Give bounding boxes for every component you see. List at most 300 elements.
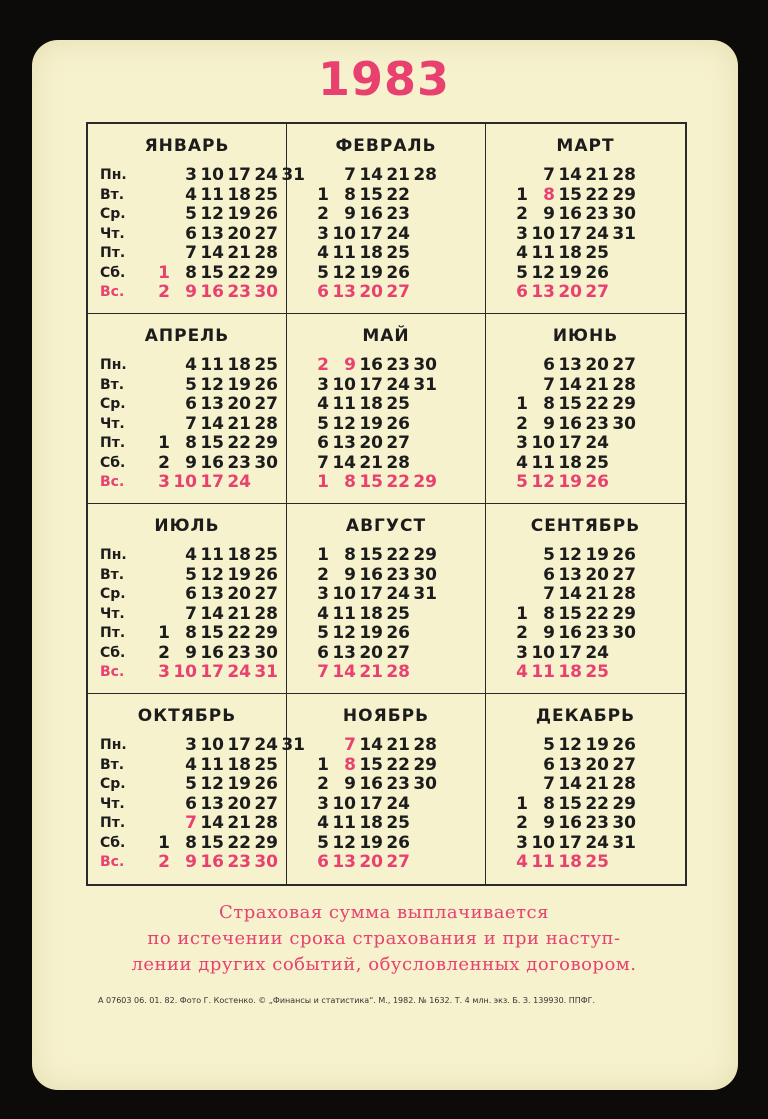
- day-number: 4: [317, 243, 329, 263]
- day-number: 16: [200, 852, 224, 872]
- day-number: 2: [317, 355, 329, 375]
- month-name: ИЮЛЬ: [154, 516, 220, 536]
- weekday-label: Пт.: [100, 815, 126, 831]
- day-number: 8: [344, 472, 356, 492]
- day-number: 4: [516, 243, 528, 263]
- day-number: 9: [344, 355, 356, 375]
- weekday-labels: [100, 356, 127, 493]
- insurance-notice: [0, 900, 768, 978]
- month-12: [486, 694, 685, 884]
- day-number: 28: [386, 452, 410, 473]
- weekday-row: [305, 376, 475, 396]
- day-number: 13: [531, 282, 555, 302]
- day-number: 25: [386, 243, 410, 263]
- day-number: 18: [227, 545, 251, 565]
- day-number: 29: [254, 623, 278, 643]
- day-number: 28: [612, 165, 636, 185]
- weekday-label: Чт.: [100, 795, 125, 812]
- day-number: 16: [200, 282, 224, 302]
- day-number: 22: [227, 832, 251, 853]
- day-number: 19: [359, 413, 383, 434]
- weekday-row: [504, 244, 674, 264]
- day-number: 20: [227, 394, 251, 414]
- weekday-row: [305, 663, 475, 683]
- day-number: 16: [359, 355, 383, 375]
- month-name: МАЙ: [362, 326, 410, 346]
- day-number: 14: [558, 774, 582, 794]
- notice-line-3: лении других событий, обусловленных договором.: [131, 954, 637, 975]
- weekday-row: [504, 283, 674, 303]
- day-number: 24: [386, 584, 410, 604]
- day-number: 9: [185, 452, 197, 473]
- day-number: 1: [158, 623, 170, 643]
- day-number: 6: [543, 355, 555, 375]
- weekday-label: Пн.: [100, 357, 127, 373]
- day-number: 24: [386, 223, 410, 244]
- day-number: 20: [359, 282, 383, 302]
- day-number: 28: [254, 243, 278, 263]
- month-7: [88, 504, 287, 694]
- weekday-row: [504, 415, 674, 435]
- day-number: 14: [200, 413, 224, 434]
- day-number: 28: [254, 413, 278, 434]
- weekday-label: Пн.: [100, 167, 127, 183]
- day-number: 3: [516, 223, 528, 244]
- day-number: 21: [585, 584, 609, 604]
- day-number: 6: [516, 282, 528, 302]
- day-number: 8: [344, 545, 356, 565]
- day-number: 30: [413, 564, 437, 585]
- weekday-label: Вс.: [100, 664, 125, 680]
- day-number: 17: [359, 793, 383, 814]
- weekday-row: [504, 205, 674, 225]
- day-number: 17: [359, 223, 383, 244]
- day-number: 14: [200, 603, 224, 624]
- day-number: 16: [200, 452, 224, 473]
- weekday-row: [504, 566, 674, 586]
- weekday-row: [305, 225, 475, 245]
- day-number: 21: [227, 413, 251, 434]
- day-number: 10: [531, 832, 555, 853]
- day-number: 22: [227, 433, 251, 453]
- day-number: 5: [317, 413, 329, 434]
- day-number: 2: [317, 774, 329, 794]
- day-number: 11: [332, 813, 356, 833]
- day-number: 4: [516, 662, 528, 682]
- day-number: 1: [317, 545, 329, 565]
- day-number: 17: [359, 374, 383, 395]
- day-number: 11: [200, 754, 224, 775]
- day-number: 17: [558, 832, 582, 853]
- month-days: [504, 356, 674, 493]
- day-number: 9: [185, 642, 197, 663]
- day-number: 12: [558, 545, 582, 565]
- month-name: АВГУСТ: [345, 516, 427, 536]
- day-number: 6: [317, 642, 329, 663]
- weekday-row: [305, 775, 475, 795]
- day-number: 26: [612, 735, 636, 755]
- day-number: 1: [516, 394, 528, 414]
- day-number: 19: [359, 832, 383, 853]
- month-days: [504, 166, 674, 303]
- day-number: 27: [612, 355, 636, 375]
- weekday-label: Вт.: [100, 376, 125, 393]
- weekday-row: [305, 244, 475, 264]
- day-number: 16: [359, 204, 383, 224]
- day-number: 1: [516, 603, 528, 624]
- day-number: 31: [254, 662, 278, 682]
- day-number: 20: [227, 793, 251, 814]
- day-number: 28: [386, 662, 410, 682]
- weekday-label: Вт.: [100, 566, 125, 583]
- day-number: 18: [227, 184, 251, 205]
- day-number: 12: [558, 735, 582, 755]
- day-number: 13: [332, 433, 356, 453]
- day-number: 22: [386, 472, 410, 492]
- day-number: 4: [185, 754, 197, 775]
- day-number: 2: [516, 623, 528, 643]
- day-number: 2: [158, 642, 170, 663]
- day-number: 25: [585, 243, 609, 263]
- day-number: 23: [386, 204, 410, 224]
- day-number: 29: [612, 603, 636, 624]
- day-number: 24: [585, 223, 609, 244]
- day-number: 5: [543, 735, 555, 755]
- weekday-label: Пн.: [100, 737, 127, 753]
- weekday-row: [504, 585, 674, 605]
- day-number: 21: [227, 813, 251, 833]
- day-number: 8: [344, 184, 356, 205]
- day-number: 26: [585, 472, 609, 492]
- day-number: 30: [612, 813, 636, 833]
- day-number: 24: [386, 793, 410, 814]
- day-number: 17: [558, 642, 582, 663]
- day-number: 29: [254, 262, 278, 283]
- weekday-label: Сб.: [100, 454, 126, 471]
- weekday-row: [504, 795, 674, 815]
- month-days: [504, 736, 674, 873]
- weekday-row: [305, 756, 475, 776]
- weekday-label: Сб.: [100, 834, 126, 851]
- day-number: 25: [585, 662, 609, 682]
- day-number: 22: [585, 603, 609, 624]
- day-number: 6: [185, 584, 197, 604]
- day-number: 7: [317, 452, 329, 473]
- day-number: 1: [158, 262, 170, 283]
- notice-line-2: по истечении срока страхования и при наступ-: [147, 928, 621, 949]
- day-number: 21: [359, 662, 383, 682]
- year-title: 1983: [317, 52, 451, 106]
- day-number: 23: [227, 282, 251, 302]
- day-number: 2: [516, 204, 528, 224]
- day-number: 9: [543, 413, 555, 434]
- day-number: 20: [585, 564, 609, 585]
- day-number: 30: [254, 452, 278, 473]
- weekday-label: Сб.: [100, 264, 126, 281]
- calendar-grid: [86, 122, 687, 886]
- day-number: 1: [158, 832, 170, 853]
- day-number: 13: [200, 584, 224, 604]
- day-number: 26: [386, 262, 410, 283]
- day-number: 18: [359, 394, 383, 414]
- day-number: 11: [531, 852, 555, 872]
- day-number: 28: [254, 813, 278, 833]
- day-number: 11: [200, 355, 224, 375]
- month-name: АПРЕЛЬ: [144, 326, 230, 346]
- day-number: 22: [585, 394, 609, 414]
- weekday-labels: [100, 166, 127, 303]
- weekday-row: [504, 376, 674, 396]
- day-number: 24: [227, 472, 251, 492]
- day-number: 29: [413, 545, 437, 565]
- day-number: 24: [254, 735, 278, 755]
- day-number: 10: [332, 584, 356, 604]
- day-number: 10: [173, 472, 197, 492]
- day-number: 7: [344, 735, 356, 755]
- day-number: 23: [227, 452, 251, 473]
- day-number: 28: [413, 735, 437, 755]
- day-number: 27: [386, 642, 410, 663]
- day-number: 23: [585, 204, 609, 224]
- day-number: 10: [332, 374, 356, 395]
- day-number: 22: [386, 754, 410, 775]
- weekday-label: Пт.: [100, 245, 126, 261]
- day-number: 10: [531, 223, 555, 244]
- day-number: 7: [185, 413, 197, 434]
- day-number: 8: [185, 433, 197, 453]
- weekday-row: [305, 434, 475, 454]
- day-number: 2: [158, 282, 170, 302]
- day-number: 17: [227, 735, 251, 755]
- day-number: 7: [185, 603, 197, 624]
- day-number: 7: [543, 774, 555, 794]
- day-number: 26: [254, 204, 278, 224]
- weekday-row: [305, 795, 475, 815]
- day-number: 16: [558, 623, 582, 643]
- weekday-row: [305, 264, 475, 284]
- day-number: 14: [200, 813, 224, 833]
- day-number: 3: [516, 433, 528, 453]
- day-number: 27: [254, 793, 278, 814]
- day-number: 16: [359, 774, 383, 794]
- day-number: 30: [254, 852, 278, 872]
- month-2: [287, 124, 486, 314]
- day-number: 16: [558, 204, 582, 224]
- weekday-label: Вс.: [100, 854, 125, 870]
- day-number: 24: [254, 165, 278, 185]
- month-days: [305, 166, 475, 303]
- weekday-row: [305, 585, 475, 605]
- day-number: 18: [558, 243, 582, 263]
- day-number: 15: [200, 623, 224, 643]
- day-number: 5: [185, 374, 197, 395]
- day-number: 19: [359, 262, 383, 283]
- weekday-label: Ср.: [100, 586, 126, 602]
- day-number: 5: [516, 262, 528, 283]
- day-number: 11: [531, 662, 555, 682]
- day-number: 12: [332, 623, 356, 643]
- day-number: 15: [558, 184, 582, 205]
- day-number: 9: [344, 564, 356, 585]
- weekday-row: [305, 834, 475, 854]
- weekday-row: [504, 356, 674, 376]
- weekday-row: [305, 395, 475, 415]
- day-number: 3: [158, 472, 170, 492]
- day-number: 20: [558, 282, 582, 302]
- day-number: 16: [200, 642, 224, 663]
- day-number: 13: [200, 793, 224, 814]
- month-5: [287, 314, 486, 504]
- weekday-row: [504, 663, 674, 683]
- day-number: 6: [185, 394, 197, 414]
- day-number: 5: [543, 545, 555, 565]
- notice-line-1: Страховая сумма выплачивается: [219, 902, 549, 923]
- day-number: 1: [317, 472, 329, 492]
- day-number: 4: [317, 813, 329, 833]
- day-number: 22: [585, 793, 609, 814]
- weekday-label: Сб.: [100, 644, 126, 661]
- weekday-row: [504, 454, 674, 474]
- day-number: 19: [227, 374, 251, 395]
- day-number: 11: [531, 452, 555, 473]
- day-number: 27: [254, 223, 278, 244]
- day-number: 18: [227, 754, 251, 775]
- day-number: 22: [585, 184, 609, 205]
- day-number: 21: [359, 452, 383, 473]
- day-number: 9: [543, 623, 555, 643]
- month-11: [287, 694, 486, 884]
- day-number: 28: [413, 165, 437, 185]
- day-number: 9: [344, 774, 356, 794]
- day-number: 30: [254, 642, 278, 663]
- day-number: 22: [227, 623, 251, 643]
- day-number: 12: [332, 262, 356, 283]
- day-number: 29: [254, 832, 278, 853]
- day-number: 14: [359, 165, 383, 185]
- day-number: 3: [317, 374, 329, 395]
- day-number: 2: [317, 204, 329, 224]
- day-number: 25: [254, 754, 278, 775]
- day-number: 12: [332, 832, 356, 853]
- day-number: 1: [317, 754, 329, 775]
- day-number: 3: [158, 662, 170, 682]
- day-number: 18: [227, 355, 251, 375]
- day-number: 19: [227, 204, 251, 224]
- weekday-label: Чт.: [100, 415, 125, 432]
- day-number: 5: [317, 832, 329, 853]
- day-number: 3: [317, 584, 329, 604]
- month-name: ФЕВРАЛЬ: [335, 136, 437, 156]
- weekday-row: [504, 644, 674, 664]
- day-number: 5: [185, 204, 197, 224]
- weekday-row: [504, 736, 674, 756]
- weekday-row: [504, 756, 674, 776]
- weekday-row: [504, 225, 674, 245]
- weekday-row: [504, 166, 674, 186]
- day-number: 22: [386, 545, 410, 565]
- day-number: 17: [359, 584, 383, 604]
- month-1: [88, 124, 305, 314]
- weekday-label: Пн.: [100, 547, 127, 563]
- day-number: 23: [227, 642, 251, 663]
- weekday-label: Чт.: [100, 605, 125, 622]
- weekday-row: [305, 853, 475, 873]
- weekday-label: Вт.: [100, 186, 125, 203]
- day-number: 28: [612, 584, 636, 604]
- day-number: 24: [386, 374, 410, 395]
- day-number: 20: [227, 584, 251, 604]
- month-name: ИЮНЬ: [552, 326, 619, 346]
- day-number: 18: [359, 813, 383, 833]
- day-number: 15: [558, 394, 582, 414]
- day-number: 15: [200, 262, 224, 283]
- day-number: 25: [386, 603, 410, 624]
- day-number: 19: [227, 774, 251, 794]
- weekday-row: [504, 775, 674, 795]
- day-number: 17: [200, 662, 224, 682]
- day-number: 27: [612, 754, 636, 775]
- day-number: 28: [254, 603, 278, 624]
- day-number: 6: [185, 793, 197, 814]
- day-number: 24: [585, 642, 609, 663]
- day-number: 25: [254, 545, 278, 565]
- day-number: 16: [558, 813, 582, 833]
- day-number: 3: [185, 735, 197, 755]
- day-number: 3: [317, 223, 329, 244]
- day-number: 18: [558, 662, 582, 682]
- day-number: 27: [612, 564, 636, 585]
- day-number: 12: [531, 262, 555, 283]
- day-number: 11: [200, 184, 224, 205]
- day-number: 11: [200, 545, 224, 565]
- day-number: 11: [332, 394, 356, 414]
- month-9: [486, 504, 685, 694]
- day-number: 19: [585, 545, 609, 565]
- month-days: [504, 546, 674, 683]
- day-number: 12: [200, 774, 224, 794]
- day-number: 5: [185, 774, 197, 794]
- day-number: 23: [227, 852, 251, 872]
- weekday-row: [305, 736, 475, 756]
- day-number: 10: [332, 793, 356, 814]
- day-number: 27: [386, 852, 410, 872]
- day-number: 30: [612, 623, 636, 643]
- weekday-row: [305, 473, 475, 493]
- day-number: 9: [185, 282, 197, 302]
- day-number: 12: [332, 413, 356, 434]
- day-number: 2: [516, 413, 528, 434]
- day-number: 9: [543, 813, 555, 833]
- day-number: 13: [558, 564, 582, 585]
- day-number: 10: [200, 735, 224, 755]
- day-number: 23: [386, 355, 410, 375]
- day-number: 3: [317, 793, 329, 814]
- day-number: 26: [386, 832, 410, 853]
- month-name: ЯНВАРЬ: [144, 136, 230, 156]
- day-number: 21: [585, 374, 609, 395]
- weekday-labels: [100, 736, 127, 873]
- day-number: 6: [543, 754, 555, 775]
- day-number: 19: [359, 623, 383, 643]
- day-number: 20: [359, 642, 383, 663]
- day-number: 1: [516, 184, 528, 205]
- day-number: 29: [254, 433, 278, 453]
- day-number: 28: [612, 374, 636, 395]
- day-number: 17: [227, 165, 251, 185]
- day-number: 31: [281, 735, 305, 755]
- day-number: 6: [185, 223, 197, 244]
- day-number: 31: [413, 584, 437, 604]
